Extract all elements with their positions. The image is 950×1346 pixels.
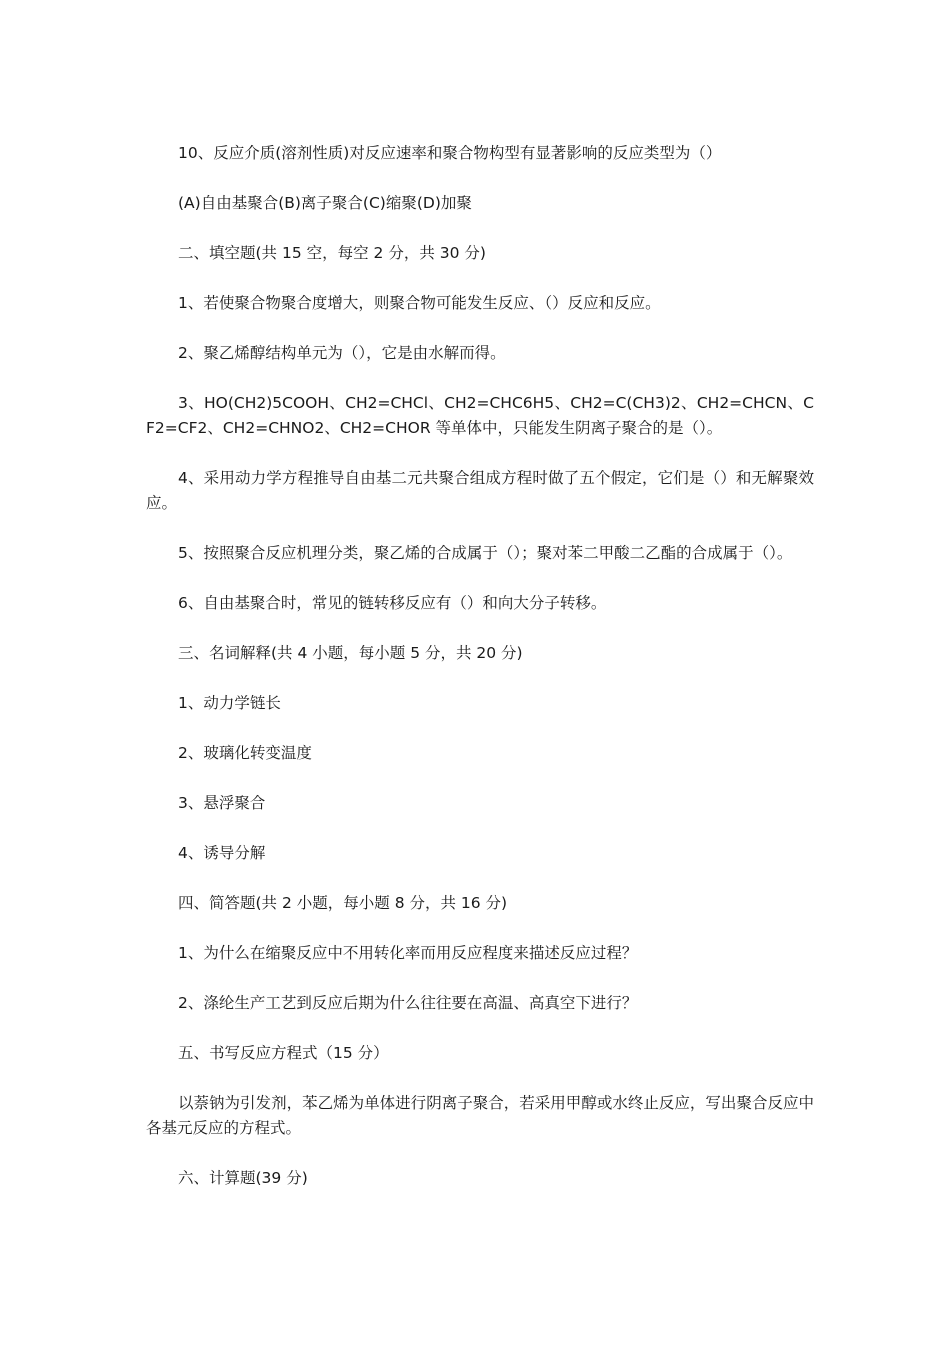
fill-blank-2: 2、聚乙烯醇结构单元为（），它是由水解而得。 xyxy=(178,344,506,362)
section-3-heading: 三、名词解释(共 4 小题，每小题 5 分，共 20 分) xyxy=(178,644,523,662)
question-10-options: (A)自由基聚合(B)离子聚合(C)缩聚(D)加聚 xyxy=(178,194,472,212)
fill-blank-3: 3、HO(CH2)5COOH、CH2=CHCl、CH2=CHC6H5、CH2=C(CH3)2、CH2=CHCN、CF2=CF2、CH2=CHNO2、CH2=CHOR 等单体中，只能发生阴离子聚合的是（）。 xyxy=(146,394,814,437)
term-1: 1、动力学链长 xyxy=(178,694,281,712)
fill-blank-4: 4、采用动力学方程推导自由基二元共聚合组成方程时做了五个假定，它们是（）和无解聚效应。 xyxy=(146,469,814,512)
question-10: 10、反应介质(溶剂性质)对反应速率和聚合物构型有显著影响的反应类型为（） xyxy=(178,144,722,162)
term-2: 2、玻璃化转变温度 xyxy=(178,744,312,762)
fill-blank-1: 1、若使聚合物聚合度增大，则聚合物可能发生反应、（）反应和反应。 xyxy=(178,294,661,312)
term-4: 4、诱导分解 xyxy=(178,844,266,862)
term-3: 3、悬浮聚合 xyxy=(178,794,266,812)
fill-blank-6: 6、自由基聚合时，常见的链转移反应有（）和向大分子转移。 xyxy=(178,594,607,612)
section-5-heading: 五、书写反应方程式（15 分） xyxy=(178,1044,389,1062)
fill-blank-5: 5、按照聚合反应机理分类，聚乙烯的合成属于（）；聚对苯二甲酸二乙酯的合成属于（）。 xyxy=(178,544,793,562)
section-6-heading: 六、计算题(39 分) xyxy=(178,1169,308,1187)
short-answer-2: 2、涤纶生产工艺到反应后期为什么往往要在高温、高真空下进行？ xyxy=(178,994,638,1012)
section-2-heading: 二、填空题(共 15 空，每空 2 分，共 30 分) xyxy=(178,244,486,262)
equation-question: 以萘钠为引发剂，苯乙烯为单体进行阴离子聚合，若采用甲醇或水终止反应，写出聚合反应中各基元反应的方程式。 xyxy=(146,1094,814,1137)
short-answer-1: 1、为什么在缩聚反应中不用转化率而用反应程度来描述反应过程？ xyxy=(178,944,638,962)
section-4-heading: 四、简答题(共 2 小题，每小题 8 分，共 16 分) xyxy=(178,894,508,912)
